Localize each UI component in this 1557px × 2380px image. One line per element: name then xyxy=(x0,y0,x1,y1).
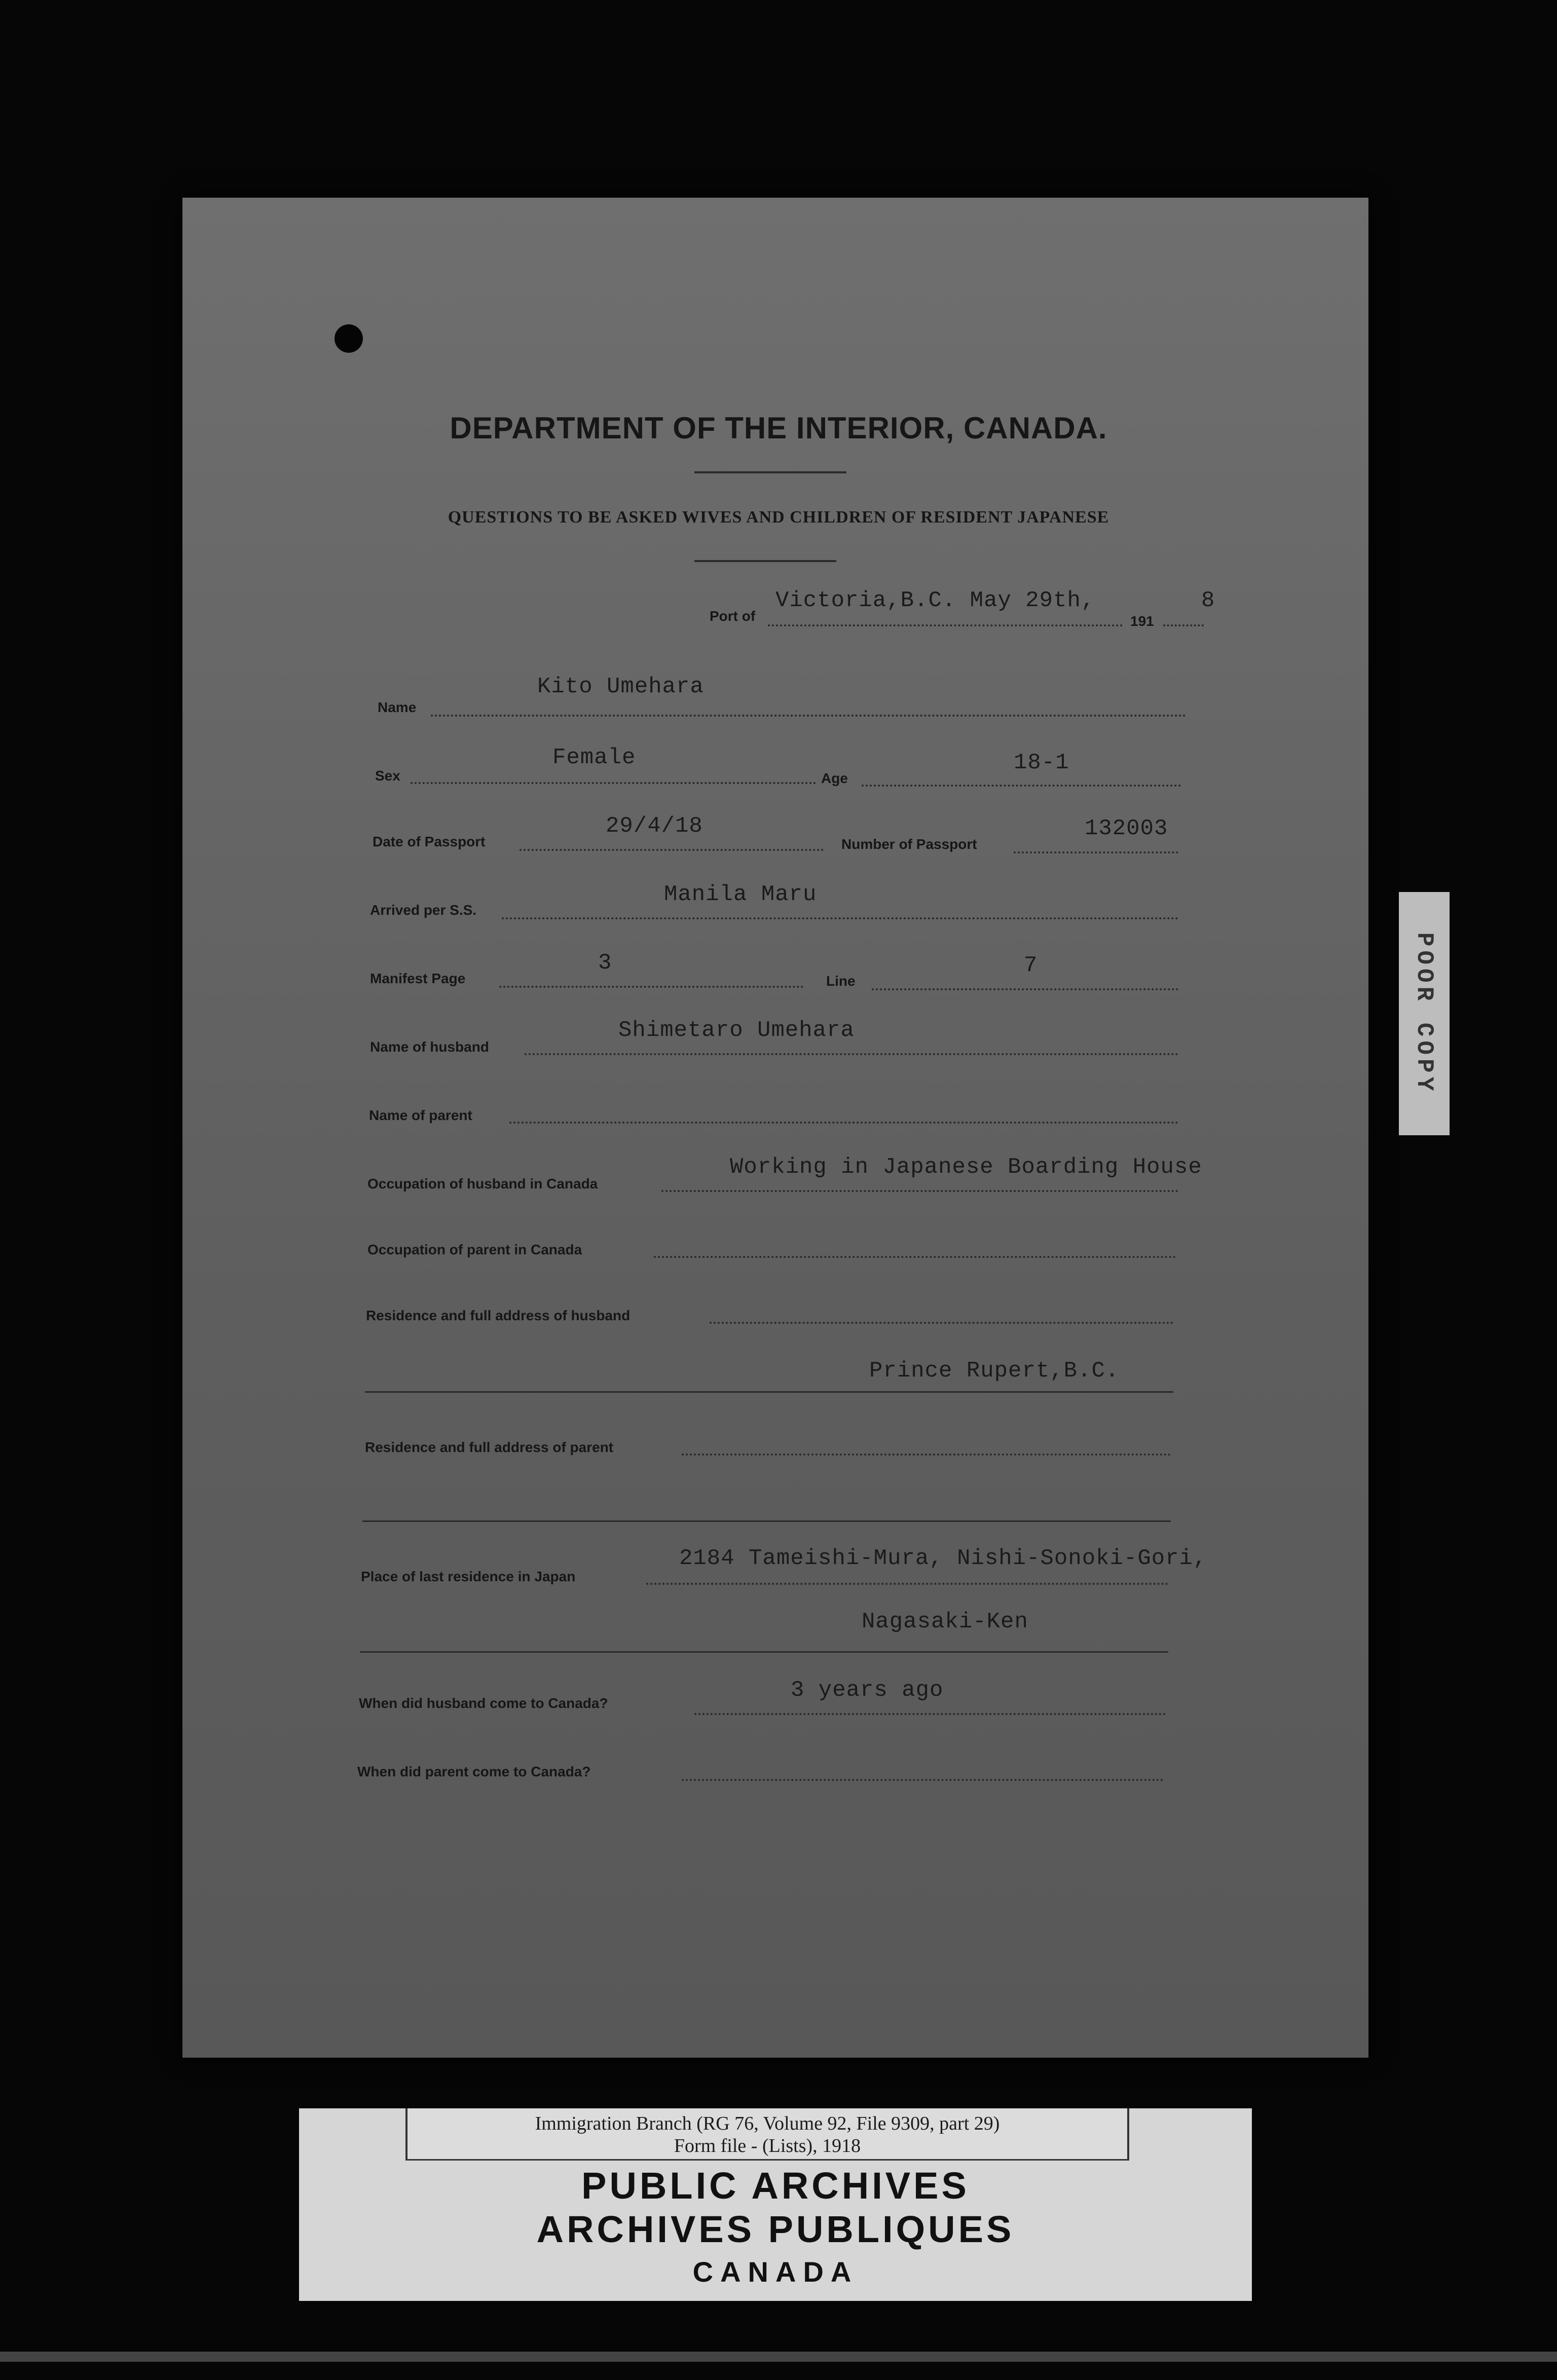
husband-residence-line-2 xyxy=(365,1391,1173,1393)
name-label: Name xyxy=(378,699,417,715)
parent-occupation-line xyxy=(654,1256,1176,1258)
husband-occupation-line xyxy=(661,1190,1178,1192)
age-label: Age xyxy=(821,770,848,786)
husband-came-label: When did husband come to Canada? xyxy=(359,1695,608,1711)
passport-date-line xyxy=(520,849,824,851)
reference-line-1: Immigration Branch (RG 76, Volume 92, File 9309, part 29) xyxy=(535,2113,1000,2134)
japan-residence-line-1 xyxy=(646,1583,1168,1585)
film-edge-strip xyxy=(0,2352,1557,2362)
reference-line-2: Form file - (Lists), 1918 xyxy=(674,2135,861,2156)
port-label: Port of xyxy=(710,608,756,624)
line-value: 7 xyxy=(1024,953,1038,978)
port-line xyxy=(768,624,1123,626)
age-value: 18-1 xyxy=(1014,750,1069,775)
archives-french: ARCHIVES PUBLIQUES xyxy=(536,2208,1015,2250)
name-line xyxy=(431,715,1186,717)
manifest-value: 3 xyxy=(598,950,612,976)
sex-line xyxy=(411,782,816,784)
parent-residence-line-2 xyxy=(362,1520,1171,1522)
parent-residence-line-1 xyxy=(682,1454,1171,1456)
japan-residence-label: Place of last residence in Japan xyxy=(361,1569,576,1584)
passport-date-label: Date of Passport xyxy=(373,834,486,849)
japan-residence-value-1: 2184 Tameishi-Mura, Nishi-Sonoki-Gori, xyxy=(679,1546,1207,1571)
title-rule xyxy=(694,471,846,473)
parent-came-line xyxy=(682,1779,1163,1781)
passport-date-value: 29/4/18 xyxy=(606,813,703,839)
arrived-line xyxy=(502,917,1178,919)
parent-residence-label: Residence and full address of parent xyxy=(365,1439,614,1455)
poor-copy-stamp xyxy=(1399,892,1450,1135)
archives-country: CANADA xyxy=(692,2256,859,2288)
parent-name-label: Name of parent xyxy=(369,1107,472,1123)
punch-hole xyxy=(335,324,363,353)
poor-copy-text: POOR COPY xyxy=(1411,932,1437,1095)
arrived-label: Arrived per S.S. xyxy=(370,902,477,918)
name-value: Kito Umehara xyxy=(537,674,704,699)
year-line xyxy=(1163,624,1204,626)
year-label: 191 xyxy=(1130,613,1154,629)
japan-residence-line-2 xyxy=(360,1651,1168,1653)
manifest-label: Manifest Page xyxy=(370,971,466,986)
sex-label: Sex xyxy=(375,768,400,784)
husband-name-label: Name of husband xyxy=(370,1039,489,1055)
husband-occupation-label: Occupation of husband in Canada xyxy=(367,1176,598,1192)
husband-name-value: Shimetaro Umehara xyxy=(618,1018,855,1043)
husband-residence-label: Residence and full address of husband xyxy=(366,1308,631,1323)
subtitle-rule xyxy=(694,560,836,562)
line-line xyxy=(872,988,1178,990)
parent-name-line xyxy=(509,1122,1178,1124)
port-value: Victoria,B.C. May 29th, xyxy=(775,588,1095,613)
passport-number-line xyxy=(1014,851,1178,853)
manifest-line xyxy=(499,986,803,988)
age-line xyxy=(862,785,1181,787)
japan-residence-value-2: Nagasaki-Ken xyxy=(862,1609,1028,1634)
year-value: 8 xyxy=(1201,588,1215,613)
reference-box xyxy=(405,2108,1129,2161)
arrived-value: Manila Maru xyxy=(664,882,817,907)
husband-came-line xyxy=(694,1713,1166,1715)
parent-came-label: When did parent come to Canada? xyxy=(357,1764,591,1779)
husband-occupation-value: Working in Japanese Boarding House xyxy=(730,1155,1202,1180)
passport-number-label: Number of Passport xyxy=(841,836,977,852)
husband-residence-line-1 xyxy=(710,1322,1173,1324)
passport-number-value: 132003 xyxy=(1085,816,1168,841)
form-title: DEPARTMENT OF THE INTERIOR, CANADA. xyxy=(450,411,1107,445)
husband-residence-value: Prince Rupert,B.C. xyxy=(869,1358,1120,1384)
form-subtitle: QUESTIONS TO BE ASKED WIVES AND CHILDREN OF RESIDENT JAPANESE xyxy=(448,508,1109,527)
sex-value: Female xyxy=(552,745,636,770)
husband-came-value: 3 years ago xyxy=(791,1678,944,1703)
husband-name-line xyxy=(525,1053,1178,1055)
parent-occupation-label: Occupation of parent in Canada xyxy=(367,1242,582,1257)
line-label: Line xyxy=(826,973,856,989)
archives-english: PUBLIC ARCHIVES xyxy=(581,2165,970,2207)
archives-label xyxy=(299,2108,1252,2301)
